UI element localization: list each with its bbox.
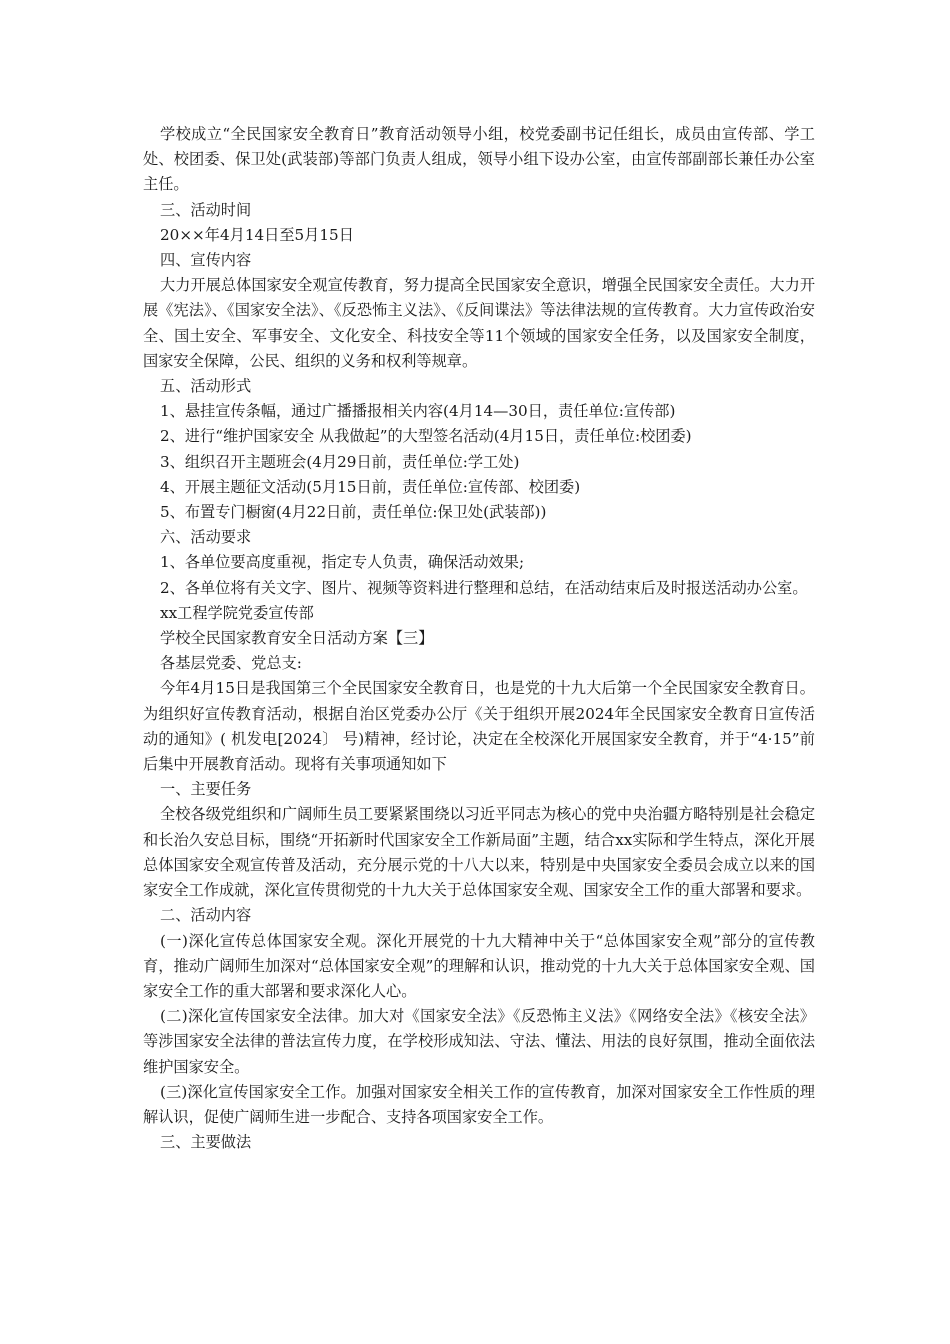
paragraph-leadership-group: 学校成立“全民国家安全教育日”教育活动领导小组，校党委副书记任组长，成员由宣传部、学工处、校团委、保卫处(武装部)等部门负责人组成，领导小组下设办公室，由宣传部副部长兼任办公室主任。 — [143, 125, 815, 194]
paragraph-main-tasks: 全校各级党组织和广阔师生员工要紧紧围绕以习近平同志为核心的党中央治疆方略特别是社会稳定和长治久安总目标，围绕“开拓新时代国家安全工作新局面”主题，结合xx实际和学生特点，深化开展总体国家安全观宣传普及活动，充分展示党的十八大以来，特别是中央国家安全委员会成立以来的国家安全工作成就，深化宣传贯彻党的十九大关于总体国家安全观、国家安全工作的重大部署和要求。 — [143, 805, 815, 900]
list-item-signature: 2、进行“维护国家安全 从我做起”的大型签名活动(4月15日，责任单位:校团委) — [160, 427, 692, 446]
list-item-showcase: 5、布置专门橱窗(4月22日前，责任单位:保卫处(武装部)) — [160, 503, 547, 522]
heading-activity-requirements: 六、活动要求 — [160, 528, 252, 547]
paragraph-activity-dates: 20××年4月14日至5月15日 — [160, 225, 354, 244]
heading-activity-time: 三、活动时间 — [160, 200, 252, 219]
signature-department: xx工程学院党委宣传部 — [160, 603, 314, 622]
paragraph-notice-intro: 今年4月15日是我国第三个全民国家安全教育日，也是党的十九大后第一个全民国家安全教育日。为组织好宣传教育活动，根据自治区党委办公厅《关于组织开展2024年全民国家安全教育日宣传活动的通知》( 机发电[2024〕 号)精神，经讨论，决定在全校深化开展国家安全教育，并于“4·15”前后集中开展教育活动。现将有关事项通知如下 — [143, 679, 815, 774]
paragraph-publicity-content: 大力开展总体国家安全观宣传教育，努力提高全民国家安全意识，增强全民国家安全责任。大力开展《宪法》、《国家安全法》、《反恐怖主义法》、《反间谍法》等法律法规的宣传教育。大力宣传政治安全、国土安全、军事安全、文化安全、科技安全等11个领域的国家安全任务，以及国家安全制度，国家安全保障，公民、组织的义务和权利等规章。 — [143, 276, 815, 370]
heading-main-methods: 三、主要做法 — [160, 1133, 252, 1152]
paragraph-content-3: (三)深化宣传国家安全工作。加强对国家安全相关工作的宣传教育，加深对国家安全工作性质的理解认识，促使广阔师生进一步配合、支持各项国家安全工作。 — [143, 1082, 815, 1126]
document-body — [143, 122, 815, 1155]
paragraph-content-1: (一)深化宣传总体国家安全观。深化开展党的十九大精神中关于“总体国家安全观”部分的宣传教育，推动广阔师生加深对“总体国家安全观”的理解和认识，推动党的十九大关于总体国家安全观、国家安全工作的重大部署和要求深化人心。 — [143, 931, 815, 1000]
paragraph-content-2: (二)深化宣传国家安全法律。加大对《国家安全法》《反恐怖主义法》《网络安全法》《核安全法》等涉国家安全法律的普法宣传力度，在学校形成知法、守法、懂法、用法的良好氛围，推动全面依法维护国家安全。 — [143, 1007, 815, 1076]
heading-activity-forms: 五、活动形式 — [160, 377, 252, 396]
salutation: 各基层党委、党总支: — [160, 654, 302, 673]
heading-activity-content: 二、活动内容 — [160, 906, 252, 925]
section-title-plan-three: 学校全民国家教育安全日活动方案【三】 — [160, 629, 434, 648]
list-item-requirement-1: 1、各单位要高度重视，指定专人负责，确保活动效果; — [160, 553, 525, 572]
heading-main-tasks: 一、主要任务 — [160, 780, 252, 799]
heading-publicity-content: 四、宣传内容 — [160, 251, 252, 270]
list-item-class-meeting: 3、组织召开主题班会(4月29日前，责任单位:学工处) — [160, 452, 520, 471]
list-item-essay: 4、开展主题征文活动(5月15日前，责任单位:宣传部、校团委) — [160, 477, 581, 496]
list-item-requirement-2: 2、各单位将有关文字、图片、视频等资料进行整理和总结，在活动结束后及时报送活动办公室。 — [160, 578, 808, 597]
list-item-banners: 1、悬挂宣传条幅，通过广播播报相关内容(4月14—30日，责任单位:宣传部) — [160, 402, 676, 421]
